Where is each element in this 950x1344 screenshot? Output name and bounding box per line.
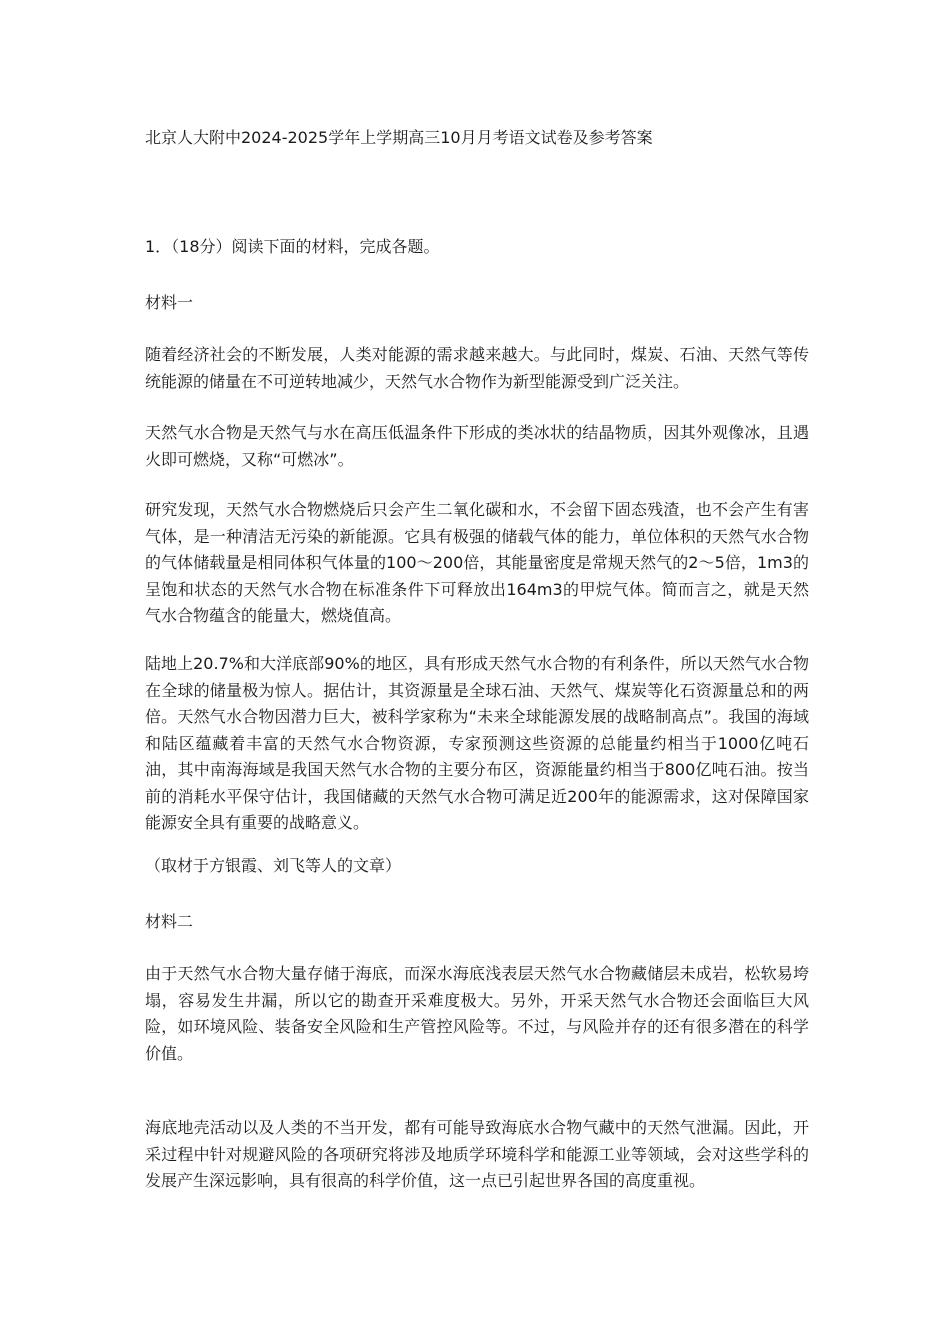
document-title: 北京人大附中2024-2025学年上学期高三10月月考语文试卷及参考答案	[145, 128, 653, 147]
material-two-label: 材料二	[145, 912, 194, 931]
material-one-label: 材料一	[145, 293, 194, 312]
paragraph: 天然气水合物是天然气与水在高压低温条件下形成的类冰状的结晶物质，因其外观像冰，且遇火即可燃烧，又称“可燃冰”。	[145, 423, 809, 469]
paragraph: 由于天然气水合物大量存储于海底，而深水海底浅表层天然气水合物藏储层未成岩，松软易垮塌，容易发生井漏，所以它的勘查开采难度极大。另外，开采天然气水合物还会面临巨大风险，如环境风险、装备安全风险和生产管控风险等。不过，与风险并存的还有很多潜在的科学价值。	[145, 964, 809, 1063]
paragraph: 研究发现，天然气水合物燃烧后只会产生二氧化碳和水，不会留下固态残渣，也不会产生有害气体，是一种清洁无污染的新能源。它具有极强的储载气体的能力，单位体积的天然气水合物的气体储载量是相同体积气体量的100～200倍，其能量密度是常规天然气的2～5倍，1m3的呈饱和状态的天然气水合物在标准条件下可释放出164m3的甲烷气体。简而言之，就是天然气水合物蕴含的能量大，燃烧值高。	[145, 500, 809, 625]
paragraph: 陆地上20.7%和大洋底部90%的地区，具有形成天然气水合物的有利条件，所以天然气水合物在全球的储量极为惊人。据估计，其资源量是全球石油、天然气、煤炭等化石资源量总和的两倍。天然气水合物因潜力巨大，被科学家称为“未来全球能源发展的战略制高点”。我国的海域和陆区蕴藏着丰富的天然气水合物资源，专家预测这些资源的总能量约相当于1000亿吨石油，其中南海海域是我国天然气水合物的主要分布区，资源能量约相当于800亿吨石油。按当前的消耗水平保守估计，我国储藏的天然气水合物可满足近200年的能源需求，这对保障国家能源安全具有重要的战略意义。	[145, 654, 809, 832]
source-citation: （取材于方银霞、刘飞等人的文章）	[145, 856, 402, 875]
paragraph: 海底地壳活动以及人类的不当开发，都有可能导致海底水合物气藏中的天然气泄漏。因此，开采过程中针对规避风险的各项研究将涉及地质学环境科学和能源工业等领域，会对这些学科的发展产生深远影响，具有很高的科学价值，这一点已引起世界各国的高度重视。	[145, 1118, 809, 1190]
paragraph: 随着经济社会的不断发展，人类对能源的需求越来越大。与此同时，煤炭、石油、天然气等传统能源的储量在不可逆转地减少，天然气水合物作为新型能源受到广泛关注。	[145, 345, 809, 391]
question-heading: 1．（18分）阅读下面的材料，完成各题。	[145, 237, 440, 256]
